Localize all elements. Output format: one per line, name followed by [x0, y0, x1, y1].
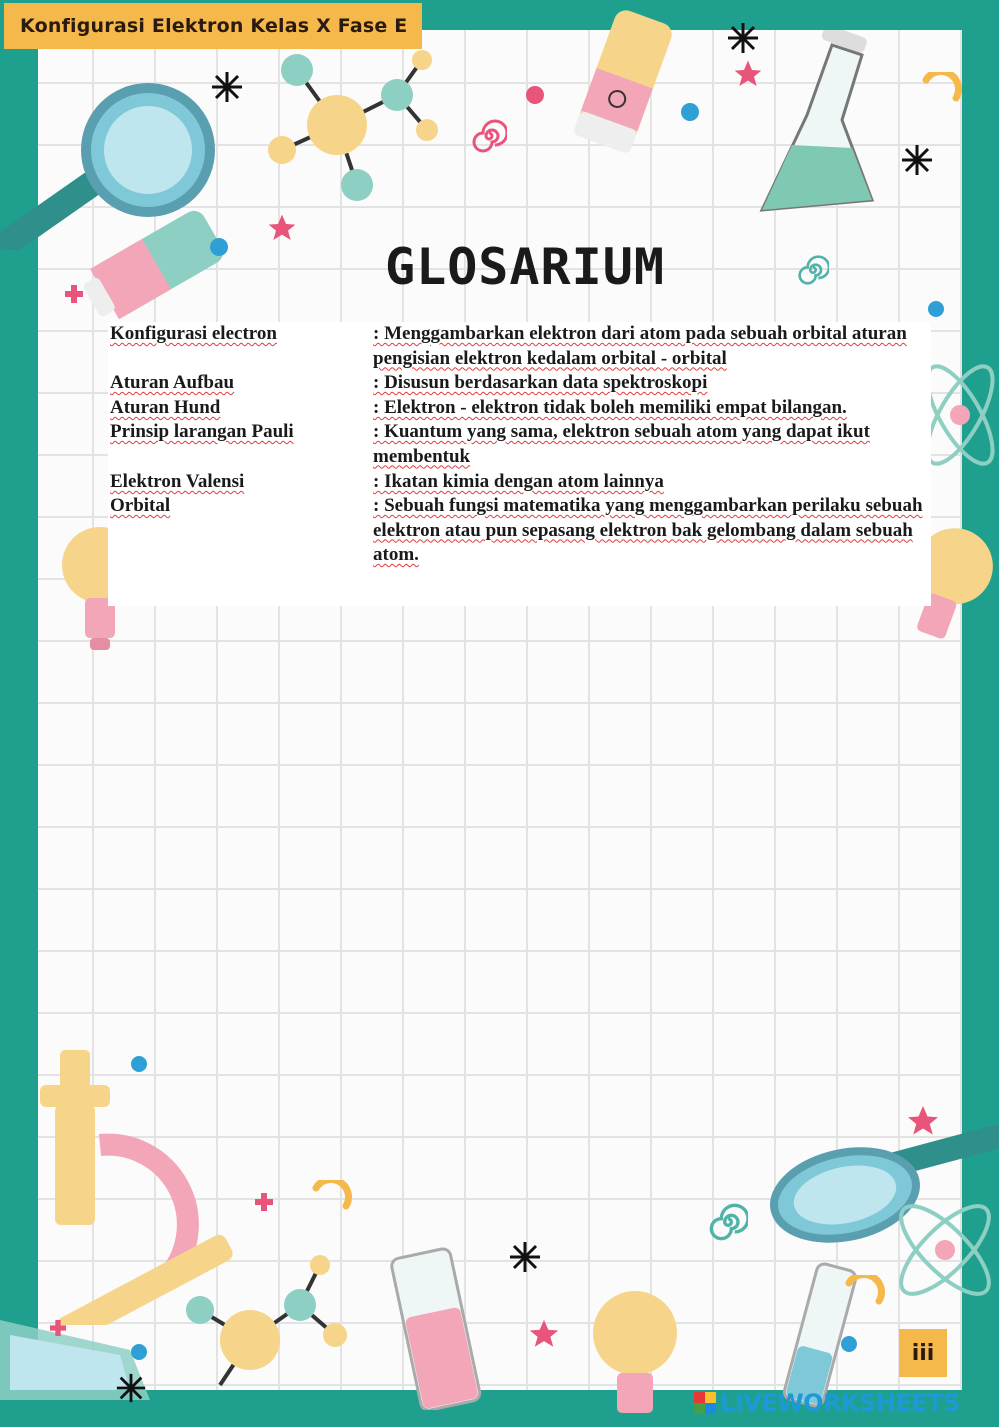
glossary-definition: : Sebuah fungsi matematika yang menggambarkan perilaku sebuah elektron atau pun sepasang elektron bak gelombang dalam sebuah atom. [373, 495, 923, 565]
star-icon [732, 58, 764, 90]
atom-icon [930, 350, 999, 480]
dot-icon [130, 1343, 148, 1361]
glossary-term: Aturan Aufbau [110, 372, 235, 393]
bulb-icon-3 [585, 1285, 685, 1415]
glossary-term: Konfigurasi electron [110, 323, 277, 344]
cross-icon [65, 285, 83, 303]
beaker-icon [385, 1240, 505, 1410]
star-icon [266, 212, 298, 244]
dot-icon [840, 1335, 858, 1353]
spiral-icon [471, 118, 507, 154]
glossary-term: Aturan Hund [110, 397, 221, 418]
battery-icon [568, 8, 678, 158]
page-title: GLOSARIUM [385, 238, 665, 296]
arc-icon [845, 1275, 885, 1309]
star-icon [905, 1103, 941, 1139]
glossary-table [108, 322, 931, 606]
asterisk-icon [210, 70, 244, 104]
cross-icon [255, 1193, 273, 1211]
glossary-term: Orbital [110, 495, 171, 516]
atom-icon-2 [885, 1185, 999, 1315]
molecule-icon [262, 50, 442, 210]
watermark-text: LIVEWORKSHEETS [720, 1389, 960, 1417]
spiral-icon [797, 254, 829, 286]
arc-icon [312, 1180, 352, 1214]
dot-icon [209, 237, 229, 257]
page-number: iii [899, 1329, 947, 1377]
header-tab [4, 3, 422, 49]
spiral-icon [708, 1202, 748, 1242]
header-title: Konfigurasi Elektron Kelas X Fase E [20, 15, 408, 37]
arc-icon [922, 72, 962, 106]
asterisk-icon [900, 143, 934, 177]
glossary-definition: : Disusun berdasarkan data spektroskopi [373, 372, 708, 393]
glossary-definition: : Menggambarkan elektron dari atom pada sebuah orbital aturan pengisian elektron kedalam orbital - orbital [373, 323, 907, 369]
dot-icon [525, 85, 545, 105]
flask-icon [752, 30, 892, 230]
glossary-definition: : Elektron - elektron tidak boleh memiliki empat bilangan. [373, 397, 847, 418]
star-icon [527, 1317, 561, 1351]
asterisk-icon [508, 1240, 542, 1274]
liveworksheets-watermark[interactable] [694, 1389, 960, 1417]
asterisk-icon [115, 1372, 147, 1404]
dot-icon [680, 102, 700, 122]
liveworksheets-logo-icon [694, 1392, 716, 1414]
glossary-definition: : Ikatan kimia dengan atom lainnya [373, 471, 664, 492]
glossary-definition: : Kuantum yang sama, elektron sebuah atom yang dapat ikut membentuk [373, 421, 870, 467]
battery-icon-2 [82, 205, 232, 325]
dot-icon [130, 1055, 148, 1073]
glossary-term: Elektron Valensi [110, 471, 245, 492]
dot-icon [927, 300, 945, 318]
cross-icon [50, 1320, 66, 1336]
glossary-term: Prinsip larangan Pauli [110, 421, 294, 442]
molecule-icon-2 [180, 1255, 350, 1395]
asterisk-icon [726, 21, 760, 55]
